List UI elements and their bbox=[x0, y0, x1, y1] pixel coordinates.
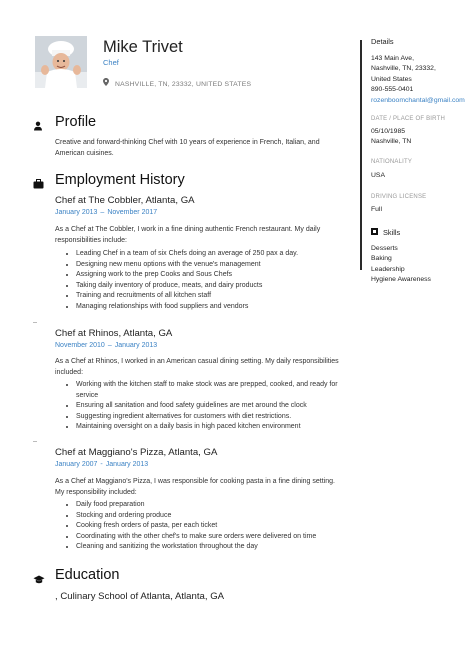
job-title-2: Chef at Rhinos, Atlanta, GA bbox=[55, 328, 173, 339]
list-item: • Cooking fresh orders of pasta, per each ticket bbox=[76, 521, 346, 532]
profile-photo bbox=[35, 36, 87, 88]
dob-block bbox=[371, 127, 411, 148]
employment-heading: Employment History bbox=[55, 172, 185, 188]
address-line: Nashville, TN, 23332, bbox=[371, 65, 436, 73]
nationality-label: NATIONALITY bbox=[371, 159, 413, 165]
job-start-2: November 2010 bbox=[55, 342, 105, 349]
divider bbox=[33, 322, 37, 323]
job-dates-3: January 2007 - January 2013 bbox=[55, 461, 149, 468]
list-item: • Taking daily inventory of produce, meats, and dairy products bbox=[76, 281, 346, 292]
list-item: • Training and recruitments of all kitchen staff bbox=[76, 291, 346, 302]
list-item: • Managing relationships with food suppliers and vendors bbox=[76, 302, 346, 313]
job-description-3: As a Chef at Maggiano's Pizza, I was responsible for cooking pasta in a fine dining setting. My responsibility included: bbox=[55, 478, 335, 496]
job-description-2: As a Chef at Rhinos, I worked in an American casual dining setting. My daily responsibilities included: bbox=[55, 358, 339, 376]
list-item: • Ensuring all sanitation and food safety guidelines are met around the clock bbox=[76, 401, 346, 412]
list-item: • Maintaining oversight on a daily basis in high paced kitchen environment bbox=[76, 422, 346, 433]
location-text: NASHVILLE, TN, 23332, UNITED STATES bbox=[115, 81, 252, 88]
job-title-1: Chef at The Cobbler, Atlanta, GA bbox=[55, 195, 195, 206]
sidebar-divider bbox=[360, 40, 362, 270]
job-bullets-2 bbox=[55, 380, 346, 433]
list-item: • Stocking and ordering produce bbox=[76, 511, 346, 522]
license-label: DRIVING LICENSE bbox=[371, 194, 427, 200]
list-item: • Leading Chef in a team of six Chefs doing an average of 250 pax a day. bbox=[76, 249, 346, 260]
job-start-3: January 2007 bbox=[55, 461, 98, 468]
briefcase-icon bbox=[33, 176, 45, 186]
profile-heading: Profile bbox=[55, 114, 97, 130]
job-dates-2: November 2010 – January 2013 bbox=[55, 342, 158, 349]
list-item: • Coordinating with the other chef's to make sure orders were delivered on time bbox=[76, 532, 346, 543]
candidate-name: Mike Trivet bbox=[103, 38, 183, 56]
email-link[interactable]: rozenboomchantal@gmail.com bbox=[371, 96, 465, 104]
job-end-2: January 2013 bbox=[114, 342, 158, 349]
license-value: Full bbox=[371, 206, 382, 213]
place-of-birth: Nashville, TN bbox=[371, 138, 412, 146]
job-bullets-1 bbox=[55, 249, 346, 313]
education-heading: Education bbox=[55, 567, 120, 583]
skill-item: Hygiene Awareness bbox=[371, 276, 431, 284]
job-end-3: January 2013 bbox=[105, 461, 149, 468]
job-dates-1: January 2013 – November 2017 bbox=[55, 209, 158, 216]
candidate-job-title: Chef bbox=[103, 58, 119, 67]
skills-header bbox=[371, 228, 400, 237]
list-item: • Daily food preparation bbox=[76, 500, 346, 511]
education-entry: , Culinary School of Atlanta, Atlanta, GA bbox=[55, 591, 225, 602]
address-line: United States bbox=[371, 75, 412, 83]
address-block bbox=[371, 54, 465, 106]
skills-list bbox=[371, 244, 431, 286]
phone-number: 890-555-0401 bbox=[371, 86, 414, 94]
list-item: • Suggesting ingredient alternatives for customers with diet restrictions. bbox=[76, 412, 346, 423]
job-description-1: As a Chef at The Cobbler, I work in a fine dining authentic French restaurant. My daily responsibilities include: bbox=[55, 226, 321, 244]
skill-item: Desserts bbox=[371, 245, 398, 252]
list-item: • Working with the kitchen staff to make stock was are prepped, cooked, and ready for service bbox=[76, 380, 346, 401]
list-item: • Cleaning and sanitizing the workstation throughout the day bbox=[76, 542, 346, 553]
job-start-1: January 2013 bbox=[55, 209, 98, 216]
date-of-birth: 05/10/1985 bbox=[371, 128, 406, 135]
skills-icon bbox=[371, 228, 378, 237]
person-icon bbox=[33, 118, 45, 128]
skills-heading: Skills bbox=[383, 228, 401, 237]
dob-label: DATE / PLACE OF BIRTH bbox=[371, 116, 445, 122]
graduation-cap-icon bbox=[33, 572, 45, 582]
details-heading: Details bbox=[371, 37, 394, 46]
job-title-3: Chef at Maggiano's Pizza, Atlanta, GA bbox=[55, 447, 218, 458]
list-item: • Designing new menu options with the venue's management bbox=[76, 260, 346, 271]
divider bbox=[33, 441, 37, 442]
skill-item: Baking bbox=[371, 255, 392, 263]
address-line: 143 Main Ave, bbox=[371, 55, 414, 62]
job-bullets-3 bbox=[55, 500, 346, 553]
nationality-value: USA bbox=[371, 172, 385, 179]
profile-summary: Creative and forward-thinking Chef with 10 years of experience in French, Italian, and American cuisines. bbox=[55, 139, 320, 157]
candidate-location bbox=[103, 78, 251, 88]
map-pin-icon bbox=[103, 78, 111, 88]
list-item: • Assigning work to the prep Cooks and Sous Chefs bbox=[76, 270, 346, 281]
skill-item: Leadership bbox=[371, 265, 405, 273]
job-end-1: November 2017 bbox=[107, 209, 158, 216]
